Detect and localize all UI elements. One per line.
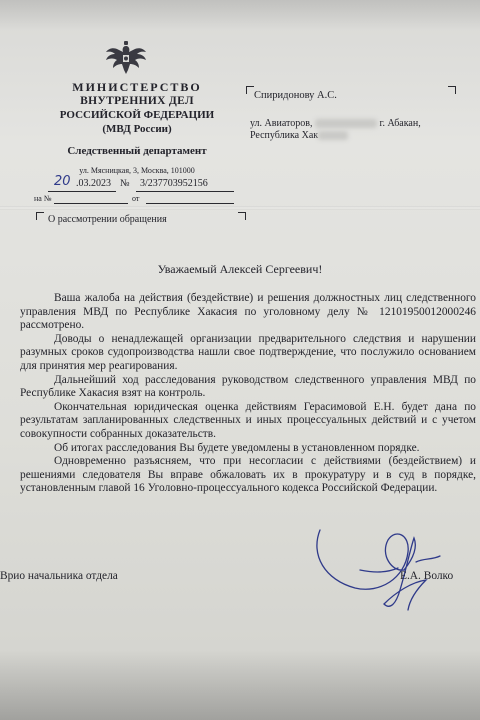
ref-number-line: [54, 203, 128, 204]
recipient-region: Республика Хак: [250, 130, 319, 141]
letter-date: .03.2023: [76, 178, 111, 189]
recipient-corner-right: [448, 86, 456, 94]
recipient-street: ул. Авиаторов,: [250, 118, 313, 129]
redacted-region-suffix: [318, 131, 348, 140]
subject-corner-right: [238, 212, 246, 220]
signatory-name: Е.А. Волко: [400, 570, 454, 582]
ministry-line-3: РОССИЙСКОЙ ФЕДЕРАЦИИ: [59, 109, 215, 121]
paper-fold: [0, 206, 480, 210]
letter-subject: О рассмотрении обращения: [48, 214, 167, 225]
emblem-icon: [104, 40, 148, 78]
paragraph-5: Об итогах расследования Вы будете уведомлены в установленном порядке.: [54, 441, 420, 454]
greeting: Уважаемый Алексей Сергеевич!: [157, 262, 323, 276]
number-underline: [136, 191, 234, 192]
ministry-header: [52, 80, 222, 136]
recipient-name: Спиридонову А.С.: [254, 90, 337, 101]
signatory-title: Врио начальника отдела: [0, 570, 118, 582]
bottom-shadow: [0, 650, 480, 720]
letter-number: 3/237703952156: [140, 178, 208, 189]
ministry-line-1: МИНИСТЕРСТВО: [72, 80, 202, 94]
handwritten-day: 20: [54, 174, 71, 189]
date-number-row: [34, 176, 244, 192]
number-label: №: [120, 178, 130, 189]
paragraph-1: Ваша жалоба на действия (бездействие) и решения должностных лиц следственного управления МВД по Республике Хакасия по уголовному делу № 12101950012000246 рассмотрено.: [20, 292, 476, 332]
department-address: ул. Мясницкая, 3, Москва, 101000: [79, 166, 195, 175]
recipient-address: [250, 118, 421, 142]
recipient-city: г. Абакан,: [379, 118, 421, 129]
subject-corner-left: [36, 212, 44, 220]
ministry-line-2: ВНУТРЕННИХ ДЕЛ: [80, 95, 194, 107]
paragraph-2: Доводы о ненадлежащей организации предварительного следствия и нарушении разумных сроков судопроизводства нашли свое подтверждение, что послужило основанием для принятия мер реагирования.: [20, 332, 476, 372]
paragraph-4: Окончательная юридическая оценка действиям Герасимовой Е.Н. будет дана по результатам запланированных следственных и иных процессуальных действий и с учетом совокупности собранных доказательств.: [20, 400, 476, 440]
department-name: Следственный департамент: [67, 145, 207, 157]
ministry-line-4: (МВД России): [102, 123, 172, 135]
reference-row: [34, 194, 244, 206]
signature-icon: [300, 500, 450, 620]
top-shadow: [0, 0, 480, 30]
letter-body: [20, 292, 476, 496]
ref-date-label: от: [132, 194, 140, 203]
redacted-house-number: [315, 119, 377, 128]
ref-number-label: на №: [34, 194, 52, 203]
paragraph-6: Одновременно разъясняем, что при несогласии с действиями (бездействием) и решениями следователя Вы вправе обжаловать их в прокуратуру и в суд в порядке, установленным главой 16 Уголовно-процессуального кодекса Российской Федерации.: [20, 455, 476, 495]
paragraph-3: Дальнейший ход расследования руководством следственного управления МВД по Республике Хакасия взят на контроль.: [20, 373, 476, 400]
ref-date-line: [146, 203, 234, 204]
recipient-corner-left: [246, 86, 254, 94]
date-underline: [48, 191, 116, 192]
